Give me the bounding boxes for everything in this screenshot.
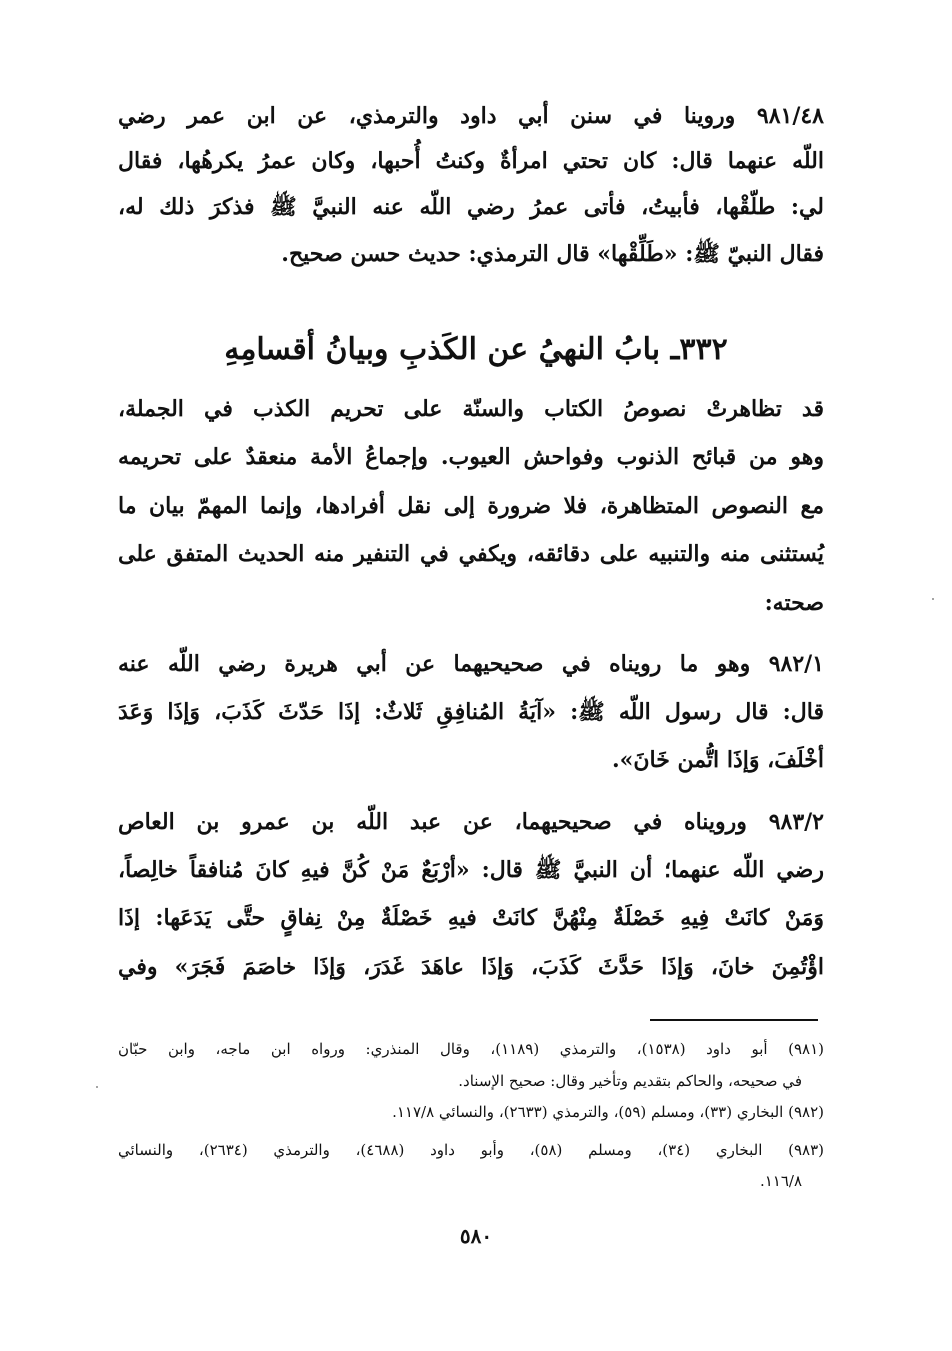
- page-number: ٥٨٠: [459, 1224, 493, 1248]
- intro-line-5: صحته:: [764, 590, 824, 616]
- hadith-981-line-3: لي: طلّقْها، فأبيتُ، فأتى عمرُ رضي اللّه عنه النبيَّ ﷺ فذكرَ ذلك له،: [118, 194, 824, 220]
- hadith-982-line-2: قال: قال رسول اللّه ﷺ: «آيَةُ المُنافِقِ ثَلاثٌ: إذَا حَدّثَ كَذَبَ، وَإذَا وَعَدَ: [118, 699, 824, 725]
- intro-line-2: وهو من قبائح الذنوب وفواحش العيوب. وإجماعُ الأمة منعقدٌ على تحريمه: [118, 444, 824, 470]
- chapter-heading: ٣٣٢ـ بابُ النهيُ عن الكَذبِ وبيانُ أقسامِهِ: [224, 332, 728, 367]
- footnote-982: (٩٨٢) البخاري (٣٣)، ومسلم (٥٩)، والترمذي (٢٦٣٣)، والنسائي ١١٧/٨.: [392, 1103, 824, 1121]
- footnote-981-line-2: في صحيحه، والحاكم بتقديم وتأخير وقال: صحيح الإسناد.: [458, 1072, 802, 1090]
- hadith-983-line-2: رضي اللّه عنهما؛ أن النبيَّ ﷺ قال: «أرْبَعٌ مَنْ كُنَّ فيهِ كانَ مُنافقاً خالِصاً،: [118, 857, 824, 883]
- footnote-983-line-2: ١١٦/٨.: [759, 1172, 802, 1190]
- scan-speck: [932, 598, 934, 600]
- intro-line-4: يُستثنى منه والتنبيه على دقائقه، ويكفي في التنفير منه الحديث المتفق على: [118, 541, 824, 567]
- hadith-983-line-1: ٩٨٣/٢ ورويناه في صحيحيهما، عن عبد اللّه بن عمرو بن العاص: [118, 809, 824, 835]
- hadith-982-line-3: أخْلَفَ، وَإذَا اتُّمن خَانَ».: [611, 747, 824, 773]
- intro-line-3: مع النصوص المتظاهرة، فلا ضرورة إلى نقل أفرادها، وإنما المهمّ بيان ما: [118, 493, 824, 519]
- hadith-981-line-1: ٩٨١/٤٨ وروينا في سنن أبي داود والترمذي، عن ابن عمر رضي: [118, 103, 824, 129]
- footnote-983-line-1: (٩٨٣) البخاري (٣٤)، ومسلم (٥٨)، وأبو داود (٤٦٨٨)، والترمذي (٢٦٣٤)، والنسائي: [118, 1141, 824, 1159]
- hadith-981-line-4: فقال النبيّ ﷺ: «طَلِّقْها» قال الترمذي: حديث حسن صحيح.: [281, 241, 824, 267]
- hadith-983-line-3: وَمَنْ كانَتْ فِيهِ خَصْلَةٌ مِنْهُنَّ كانَتْ فيهِ خَصْلَةٌ مِنْ نِفاقٍ حتَّى يَدَعَها: إذَا: [118, 905, 824, 931]
- hadith-981-line-2: اللّه عنهما قال: كان تحتي امرأةٌ وكنتُ أُحبها، وكان عمرُ يكرهُها، فقال: [118, 148, 824, 174]
- scan-speck: [96, 1086, 98, 1088]
- hadith-983-line-4: اؤْتُمِنَ خانَ، وَإذَا حَدَّثَ كَذَبَ، وَإذَا عاهَدَ غَدَرَ، وَإذَا خاصَمَ فَجَرَ» وفي: [118, 954, 824, 980]
- hadith-982-line-1: ٩٨٢/١ وهو ما رويناه في صحيحيهما عن أبي هريرة رضي اللّه عنه: [118, 651, 824, 677]
- footnote-981-line-1: (٩٨١) أبو داود (١٥٣٨)، والترمذي (١١٨٩)، وقال المنذري: ورواه ابن ماجه، وابن حبّان: [118, 1040, 824, 1058]
- intro-line-1: قد تظاهرتْ نصوصُ الكتاب والسنّة على تحريم الكذب في الجملة،: [118, 396, 824, 422]
- footnote-separator: [650, 1019, 818, 1021]
